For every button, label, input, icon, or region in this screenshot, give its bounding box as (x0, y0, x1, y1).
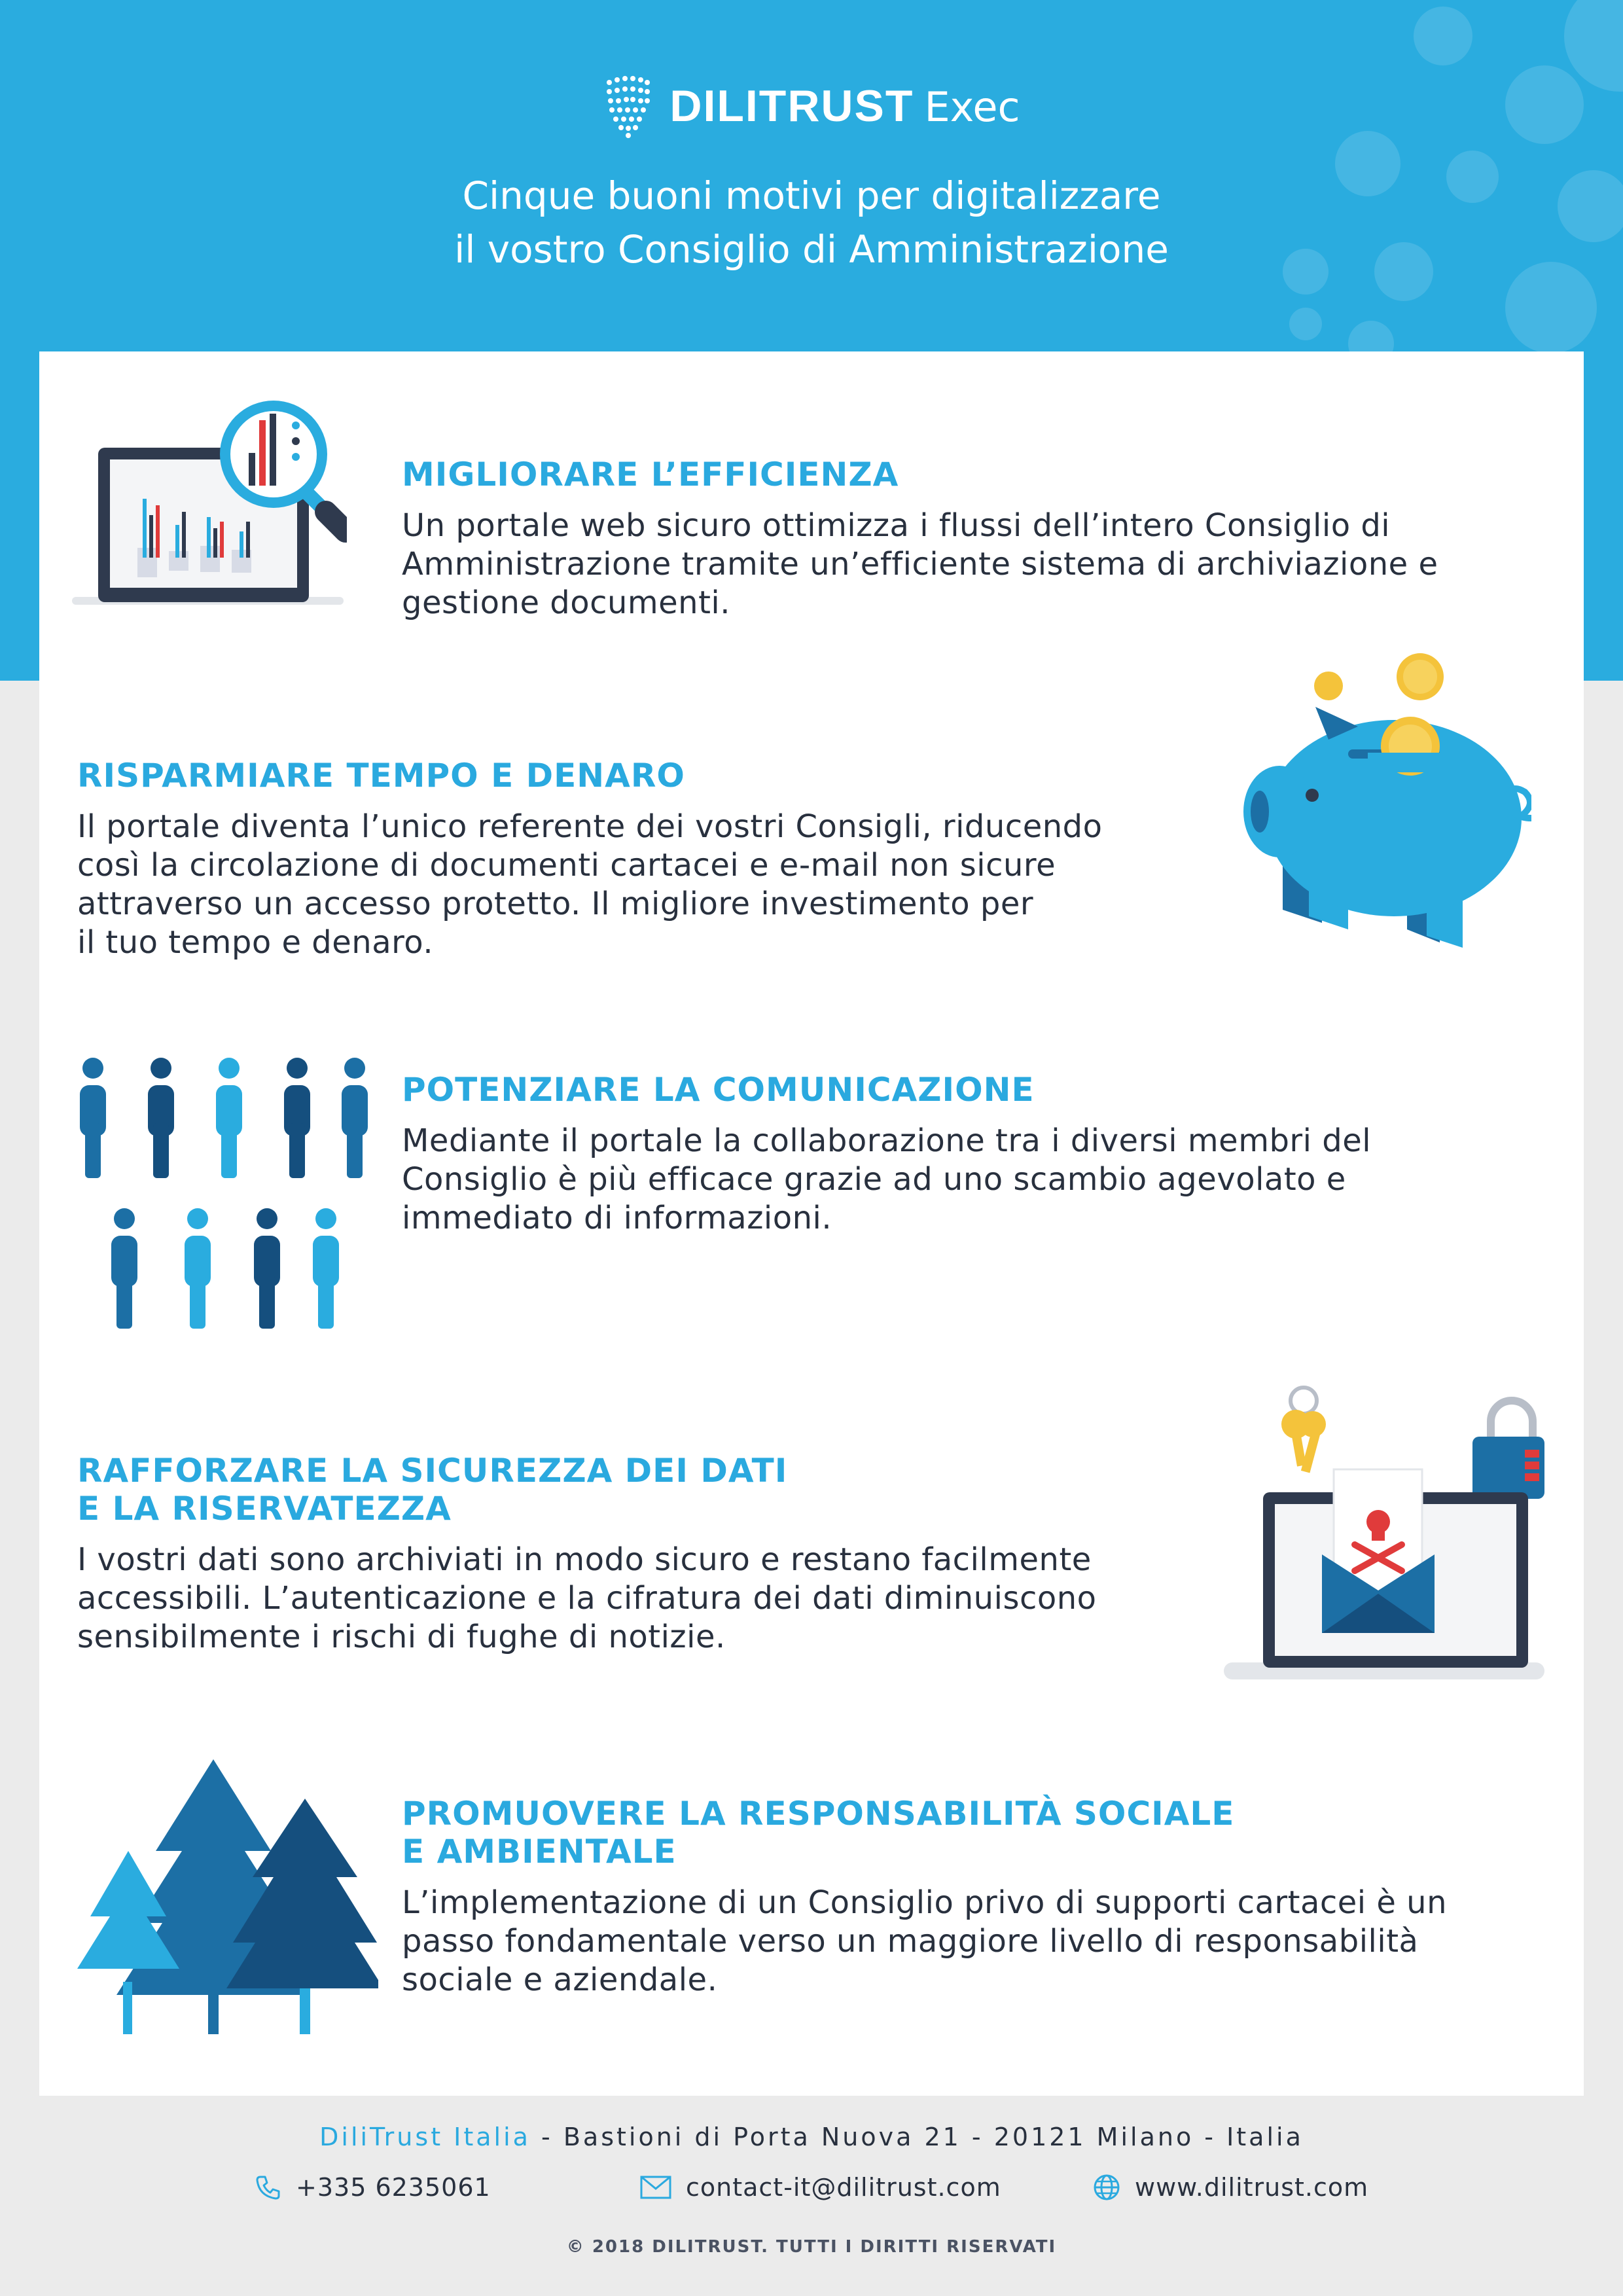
email-address[interactable]: contact-it@dilitrust.com (686, 2173, 1001, 2202)
person-icon (80, 1058, 106, 1178)
section-title: POTENZIARE LA COMUNICAZIONE (402, 1071, 1035, 1109)
body-line: sensibilmente i rischi di fughe di notizie. (77, 1619, 726, 1655)
logo-brand-text: DILITRUST (669, 81, 914, 131)
body-line: Consiglio è più efficace grazie ad uno scambio agevolato e (402, 1161, 1346, 1198)
body-line: gestione documenti. (402, 584, 731, 621)
mail-icon (640, 2176, 671, 2199)
body-line: attraverso un accesso protetto. Il migliore investimento per (77, 886, 1034, 922)
phone-number[interactable]: +335 6235061 (296, 2173, 491, 2202)
laptop-secure-email-icon (1224, 1381, 1551, 1702)
section-title (77, 1452, 1229, 1528)
copyright-text: © 2018 DILITRUST. TUTTI I DIRITTI RISERVATI (566, 2237, 1057, 2257)
phone-icon (255, 2174, 281, 2200)
title-line: RAFFORZARE LA SICUREZZA DEI DATI (77, 1452, 788, 1490)
section-title: MIGLIORARE L’EFFICIENZA (402, 456, 899, 493)
body-line: Amministrazione tramite un’efficiente sistema di archiviazione e (402, 546, 1438, 583)
body-line: passo fondamentale verso un maggiore livello di responsabilità (402, 1923, 1419, 1960)
subtitle-line: Cinque buoni motivi per digitalizzare (462, 173, 1161, 218)
section-body (77, 808, 1222, 962)
address-text: - Bastioni di Porta Nuova 21 - 20121 Milano - Italia (530, 2123, 1304, 2151)
body-line: Un portale web sicuro ottimizza i flussi dell’intero Consiglio di (402, 507, 1391, 544)
phone-contact[interactable] (255, 2173, 491, 2202)
email-contact[interactable] (640, 2173, 1001, 2202)
padlock-icon (1472, 1401, 1544, 1499)
body-line: L’implementazione di un Consiglio privo di supporti cartacei è un (402, 1884, 1447, 1921)
section-body (402, 1884, 1554, 2000)
footer-address (0, 2121, 1623, 2153)
body-line: accessibili. L’autenticazione e la cifratura dei dati diminuiscono (77, 1580, 1097, 1617)
dilitrust-logo (0, 73, 1623, 139)
piggy-bank-icon (1243, 648, 1531, 956)
section-sicurezza (77, 1452, 1229, 1657)
body-line: sociale e aziendale. (402, 1962, 718, 1998)
section-comunicazione (402, 1071, 1554, 1238)
decor-circle (1414, 7, 1472, 65)
title-line: PROMUOVERE LA RESPONSABILITÀ SOCIALE (402, 1795, 1235, 1833)
section-body (402, 1122, 1554, 1238)
body-line: Il portale diventa l’unico referente dei vostri Consigli, riducendo (77, 808, 1103, 845)
section-title (402, 1795, 1554, 1871)
page-subtitle (0, 169, 1623, 276)
subtitle-line: il vostro Consiglio di Amministrazione (454, 227, 1169, 272)
section-risparmio (77, 757, 1222, 962)
company-name: DiliTrust Italia (319, 2123, 531, 2151)
keys-icon (1281, 1388, 1326, 1473)
laptop-chart-magnifier-icon (72, 401, 347, 617)
footer (0, 2121, 1623, 2257)
body-line: immediato di informazioni. (402, 1200, 832, 1236)
body-line: il tuo tempo e denaro. (77, 924, 434, 961)
website-contact[interactable] (1093, 2173, 1368, 2202)
title-line: E LA RISERVATEZZA (77, 1490, 452, 1528)
section-efficienza (402, 456, 1554, 622)
trees-icon (77, 1759, 378, 2034)
section-responsabilita (402, 1795, 1554, 2000)
website-link[interactable]: www.dilitrust.com (1135, 2173, 1369, 2202)
body-line: Mediante il portale la collaborazione tra i diversi membri del (402, 1122, 1372, 1159)
people-group-icon (72, 1058, 380, 1333)
section-body (402, 507, 1554, 622)
body-line: così la circolazione di documenti cartacei e e-mail non sicure (77, 847, 1056, 884)
shield-dots-icon (603, 73, 654, 139)
section-title: RISPARMIARE TEMPO E DENARO (77, 757, 685, 795)
title-line: E AMBIENTALE (402, 1833, 677, 1871)
logo-product-text: Exec (924, 83, 1020, 131)
decor-circle (1289, 308, 1322, 340)
globe-icon (1093, 2174, 1120, 2201)
body-line: I vostri dati sono archiviati in modo sicuro e restano facilmente (77, 1541, 1092, 1578)
section-body (77, 1541, 1229, 1657)
